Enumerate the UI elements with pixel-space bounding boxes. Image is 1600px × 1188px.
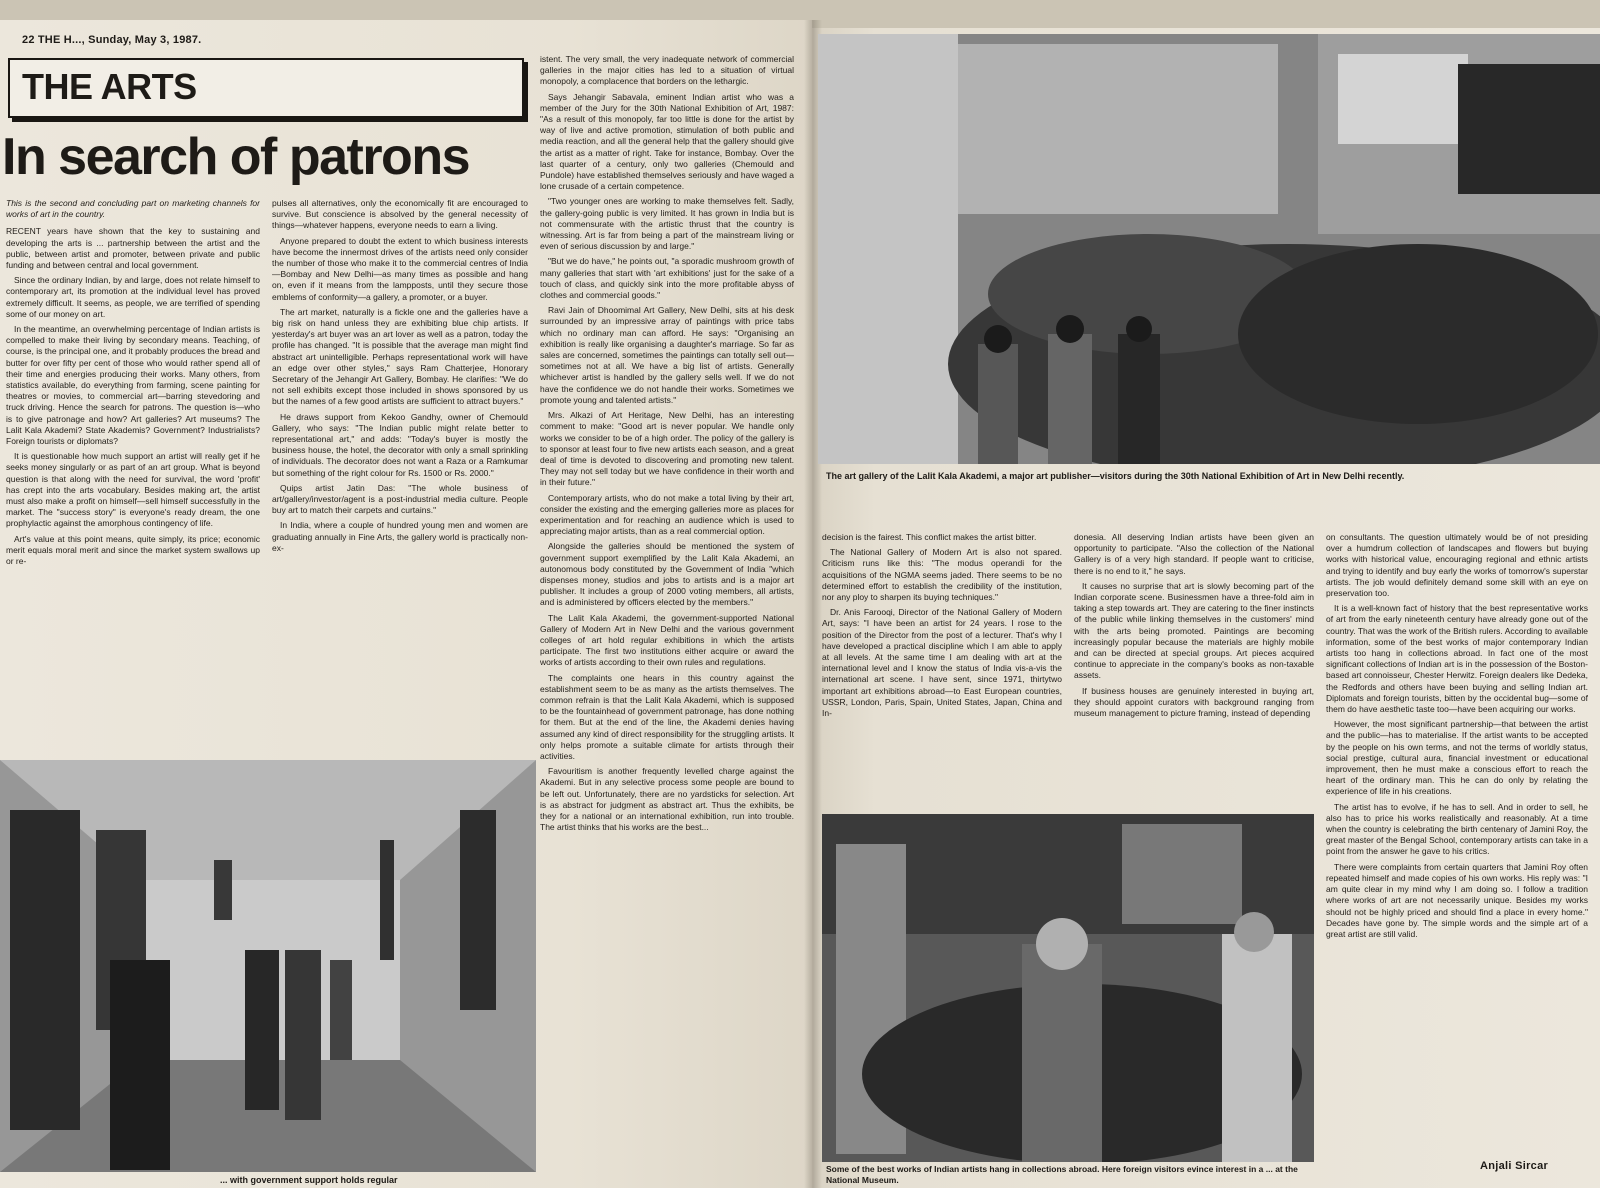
paragraph: In the meantime, an overwhelming percentage of Indian artists is compelled to make their living by secondary means. Teaching, of course, is the principal one, and it probably produces the bread and butter for over fifty per cent of those who would rather spend all of their time and energies producing their works. Many others, from statistics available, do everything from farming, scene painting for theatres or movies, to commercial art—barring stevedoring and truck driving. Hence the search for patrons. The question is—who is to give patronage and how? Art galleries? Art museums? The Lalit Kala Akademi? State Akademis? Government? Industrialists? Foreign tourists or diplomats? — [6, 324, 260, 447]
paragraph: Mrs. Alkazi of Art Heritage, New Delhi, has an interesting comment to make: "Good art is never popular. We handle only works we consider to be of a high order. The policy of the gallery is to sponsor at least four to five new artists each season, and a great deal of time is devoted to discovering and promoting new talent. They may not sell today but we have confidence in their worth and in their future." — [540, 410, 794, 488]
section-title: THE ARTS — [22, 66, 197, 107]
paragraph: It is a well-known fact of history that the best representative works of art from the early nineteenth century have already gone out of the country. That was the work of the British rulers. According to available information, some of the best works of major contemporary Indian artists too hang in collections abroad. In fact one of the most significant collections of Indian art is in the possession of the Boston-based art connoisseur, Chester Herwitz. Foreign dealers like Dedeka, the Redfords and others have been buying and selling Indian art. Diplomats and foreign tourists, bitten by the occidental bug—some of them do have aesthetic taste too—have been acquiring our works. — [1326, 603, 1588, 715]
paragraph: Art's value at this point means, quite simply, its price; economic merit equals moral merit and since the market system swallows up or re- — [6, 533, 260, 567]
article-column-4 — [822, 532, 1062, 790]
paragraph: In India, where a couple of hundred young men and women are graduating annually in Fine Arts, the gallery world is practically non-ex- — [272, 520, 528, 553]
paragraph: istent. The very small, the very inadequate network of commercial galleries in the major cities has led to a situation of virtual monopoly, a complacence that borders on the lethargic. — [540, 54, 794, 87]
paragraph: Quips artist Jatin Das: "The whole business of art/gallery/investor/agent is a post-industrial media culture. People buy art to match their carpets and curtains." — [272, 482, 528, 516]
paragraph: Since the ordinary Indian, by and large, does not relate himself to contemporary art, its promotion at the individual level has proved extremely difficult. It seems, as people, we are terrified of spending some of our money on art. — [6, 275, 260, 319]
paragraph: The artist has to evolve, if he has to sell. And in order to sell, he also has to price his works realistically and reasonably. At a time when the country is celebrating the birth centenary of Jamini Roy, the great master of the Bengal School, contemporary artists can take in a point from the answer he gave to his critics. — [1326, 801, 1588, 857]
paragraph: Contemporary artists, who do not make a total living by their art, consider the existing and the emerging galleries more as places for experimentation and for reaching an audience which is used to appreciating major artists, than as a real commercial option. — [540, 492, 794, 537]
paragraph: Alongside the galleries should be mentioned the system of government support exemplified by the Lalit Kala Akademi, an autonomous body constituted by the Government of India "which dispenses money, studios and jobs to artists and is a major art publisher. It includes a group of 2000 voting members, all artists, and is administered by officers elected by the members." — [540, 541, 794, 608]
paragraph: It is questionable how much support an artist will really get if he seeks money singularly or as part of an art group. What is beyond question is that along with the need for survival, the word 'profit' has crept into the arts vocabulary. Besides making art, the artist must also make a profit on himself—sell himself successfully in the market. The "success story" is everyone's ready dream, the one prophylactic against the amorphous contingency of life. — [6, 451, 260, 529]
paragraph: The Lalit Kala Akademi, the government-supported National Gallery of Modern Art in New Delhi and the various government colleges of art hold regular exhibitions in which the artists participate. The first two institutions either acquire or award the works of artists according to their own rules and regulations. — [540, 612, 794, 668]
paragraph: Favouritism is another frequently levelled charge against the Akademi. But in any selective process some people are bound to be left out. Unfortunately, there are no yardsticks for selection. Art is as abstract for judgment as abstract art. Thus the exhibits, be they for a national or an international exhibition, run into trouble. The artist thinks that his works are the best... — [540, 766, 794, 833]
paragraph: decision is the fairest. This conflict makes the artist bitter. — [822, 532, 1037, 542]
photo-museum-visitors-image — [822, 814, 1314, 1162]
caption-gallery-crowd: The art gallery of the Lalit Kala Akademi, a major art publisher—visitors during the 30th National Exhibition of Art in New Delhi recently. — [826, 471, 1405, 481]
paragraph: "But we do have," he points out, "a sporadic mushroom growth of many galleries that start with 'art exhibitions' just for the sake of a touch of class, and quickly sink into the more profitable abyss of clothes and commercial goods." — [540, 256, 794, 301]
paragraph: He draws support from Kekoo Gandhy, owner of Chemould Gallery, who says: "The Indian public might relate better to representational art," and adds: "Today's buyer is mostly the business house, the hotel, the decorator with only a small sprinkling of individuals. The decorator does not want a Raza or a Ramkumar but something of the right colour for Rs. 1500 or Rs. 2000." — [272, 411, 528, 478]
photo-gallery-crowd — [818, 34, 1600, 464]
paragraph: on consultants. The question ultimately would be of not presiding over a humdrum collection of landscapes and flowers but buying works with historical value, encouraging regional and ethnic artists and trying to identify and buy early the works of tomorrow's superstar artists. The job would definitely demand some skill with an eye on preservation too. — [1326, 532, 1588, 599]
article-column-2 — [272, 198, 528, 750]
paragraph: The complaints one hears in this country against the establishment seem to be as many as the artists themselves. The common refrain is that the Lalit Kala Akademi, which is supposed to be the fountainhead of government patronage, has done nothing for them. But at the end of the line, the Akademi denies having assumed any kind of direct responsibility for the struggling artists. It only helps promote a suitable climate for artists through their activities. — [540, 672, 794, 761]
article-column-6 — [1326, 532, 1588, 1154]
paragraph: However, the most significant partnership—that between the artist and the public—has to materialise. If the artist wants to be accepted by the people on his own terms, and not the terms of worldly status, social prestige, cultural aura, financial investment or educational improvement, then he must make a conscious effort to reach the heart of the ordinary man. This he can do only by relating the experience of life in his creations. — [1326, 719, 1588, 797]
paragraph: Dr. Anis Farooqi, Director of the National Gallery of Modern Art, says: "I have been an artist for 24 years. I rose to the position of the Director from the post of a lecturer. That's why I have developed a practical discipline which I am able to apply at all levels. At the same time I am dealing with art at the international level and I know the status of India vis-a-vis the international art scene. I have sent, since 1971, thirtytwo important art exhibitions abroad—to East European countries, USSR, London, Paris, Spain, United States, Japan, China and In- — [822, 607, 1062, 719]
paragraph: Anyone prepared to doubt the extent to which business interests have become the innermost drives of the artists need only consider the number of those who make it to the commercial centres of India—Bombay and New Delhi—as many times as possible and hang on, even if it means from the lampposts, until they secure those emblems of conformity—a gallery, a promoter, or a buyer. — [272, 235, 528, 302]
caption-museum-visitors: Some of the best works of Indian artists hang in collections abroad. Here foreign visitors evince interest in a ... at the National Museum. — [826, 1164, 1298, 1185]
paragraph: It causes no surprise that art is slowly becoming part of the Indian corporate scene. Businessmen have a three-fold aim in taking a step towards art. They are catering to the finer instincts of the public while linking themselves in the customers' mind with the arts being promoted. Paintings are becoming increasingly popular because the materials are highly mobile and can be directed at special groups. Art pieces acquired continue to appreciate in the company's books as non-taxable assets. — [1074, 580, 1314, 681]
paragraph: "Two younger ones are working to make themselves felt. Sadly, the gallery-going public is very limited. It has grown in India but is not commensurate with the artistic thrust that the country is witnessing. Art is far from being a part of the mainstream living or even of serious discussion by and large." — [540, 196, 794, 252]
paragraph: The National Gallery of Modern Art is also not spared. Criticism runs like this: "The modus operandi for the acquisitions of the NGMA seems jaded. There seems to be no determined effort to establish the credibility of the institution, nor any ploy to sharpen its buying techniques." — [822, 547, 1062, 603]
article-column-3 — [540, 54, 794, 1174]
photo-gallery-crowd-image — [818, 34, 1600, 464]
paragraph: The art market, naturally is a fickle one and the galleries have a big risk on hand unless they are exhibiting blue chip artists. If yesterday's art buyer was an art lover as well as a patron, today the profile has changed. "It is possible that the average man might find abstract art unintelligible. Perhaps representational work will have an edge over other styles," says Ram Chatterjee, Honorary Secretary of the Jehangir Art Gallery, Bombay. He clarifies: "We do not sell exhibits except those included in shows sponsored by us but the names of a few good artists are sufficient to attract buyers." — [272, 306, 528, 407]
paragraph: donesia. All deserving Indian artists have been given an opportunity to participate. "Also the collection of the National Gallery is of a very high standard. If people want to criticise, there is no end to it," he says. — [1074, 532, 1314, 576]
paragraph: pulses all alternatives, only the economically fit are encouraged to survive. But conscience is absolved by the general necessity of things—whatever happens, everyone needs to earn a living. — [272, 198, 528, 231]
paragraph: RECENT years have shown that the key to sustaining and developing the arts is ... partnership between the artist and the public, between artist and promoter, between private and public funding and between central and local government. — [6, 226, 260, 271]
paragraph: Ravi Jain of Dhoomimal Art Gallery, New Delhi, sits at his desk surrounded by an impressive array of paintings with price tabs which no ordinary man can afford. He says: "Organising an exhibition is really like organising a daughter's marriage. So far as sales are concerned, sometimes the paintings can totally sell out—sometimes not at all. We have a big list of artists. Generally whichever artist is handled by the gallery sells well. If we do not have the confidence we do not handle their works. Sometimes we promote young and talented artists." — [540, 305, 794, 405]
standfirst: This is the second and concluding part on marketing channels for works of art in the country. — [6, 198, 260, 220]
paragraph: If business houses are genuinely interested in buying art, they should appoint curators with background ranging from museum management to picture framing, instead of depending — [1074, 685, 1314, 719]
photo-gallery-interior — [0, 760, 536, 1172]
dateline: 22 THE H..., Sunday, May 3, 1987. — [22, 34, 202, 46]
headline: In search of patrons — [2, 128, 469, 186]
paragraph: Says Jehangir Sabavala, eminent Indian artist who was a member of the Jury for the 30th National Exhibition of Art, 1987: "As a result of this monopoly, far too little is done for the artist by way of live and active promotion, stimulation of both public and media reaction, and all the general help that the gallery should give the artist as a matter of right. Take for instance, Bombay. Over the last quarter of a century, only two galleries (Chemould and Pundole) have established themselves seriously and have waged a lone crusade of a certain competence. — [540, 91, 794, 192]
article-column-1 — [6, 198, 260, 750]
byline: Anjali Sircar — [1480, 1160, 1549, 1172]
photo-gallery-interior-image — [0, 760, 536, 1172]
caption-gallery-interior: ... with government support holds regular — [220, 1175, 398, 1185]
article-column-5 — [1074, 532, 1314, 790]
photo-museum-visitors — [822, 814, 1314, 1162]
section-banner — [8, 58, 524, 118]
paragraph: There were complaints from certain quarters that Jamini Roy often repeated himself and made copies of his own works. His reply was: "I am quite clear in my mind why I am doing so. I follow a tradition where works of art are not necessarily unique. Besides my works should not be highly priced and should find a place in every home." Decades have gone by. The simple words and the simple art of a great artist are still valid. — [1326, 861, 1588, 939]
